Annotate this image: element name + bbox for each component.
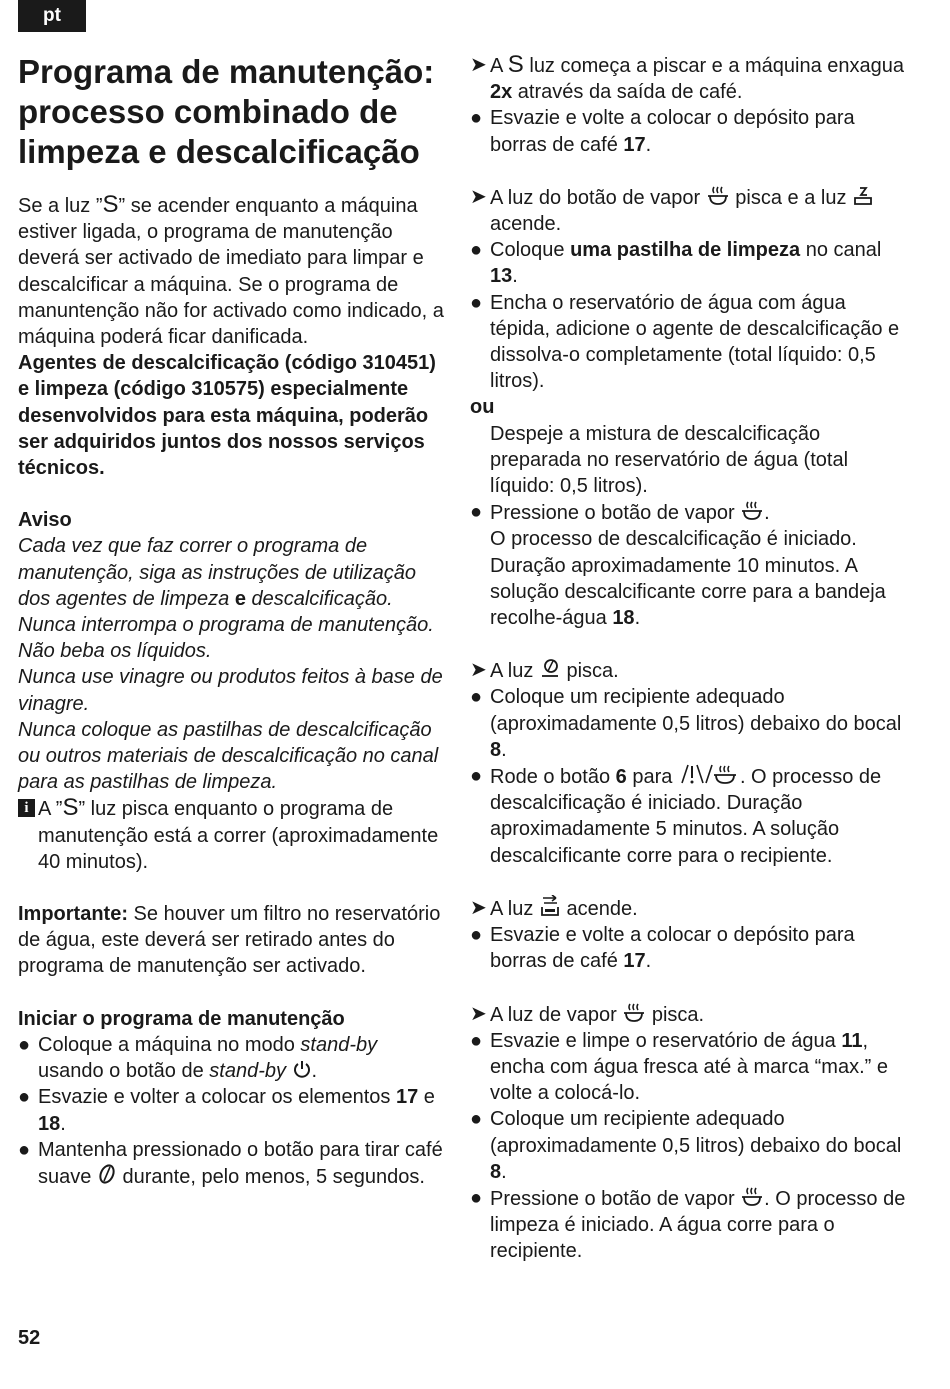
arrow-marker: ➤ bbox=[470, 1002, 487, 1025]
bullet-marker: ● bbox=[470, 686, 483, 709]
agents-paragraph: Agentes de descalcificação (código 310451) e limpeza (código 310575) especialmente desenvolvidos para esta máquina, poderão ser adquiridos juntos dos nossos serviços técnicos. bbox=[18, 352, 436, 480]
left-column bbox=[18, 52, 446, 1190]
list-item: ● Rode o botão 6 para . O processo de descalcificação é iniciado. Duração aproximadamente 5 minutos. A solução descalcificante corre para o recipiente. bbox=[470, 765, 882, 867]
list-item: ● Coloque a máquina no modo stand-by usando o botão de stand-by . bbox=[18, 1033, 378, 1083]
bullet-marker: ● bbox=[18, 1138, 31, 1161]
grounds-tray-icon bbox=[539, 895, 561, 917]
list-item: ● Pressione o botão de vapor . O processo de limpeza é iniciado. A água corre para o recipiente. bbox=[470, 1186, 906, 1263]
arrow-marker: ➤ bbox=[470, 54, 487, 76]
intro-paragraph: Se a luz ”S” se acender enquanto a máquina estiver ligada, o programa de manutenção deverá ser activado de imediato para limpar e descalcificar a máquina. Se o programa de manuntenção não for activado como indicado, a máquina poderá ficar danificada. bbox=[18, 191, 444, 349]
bullet-marker: ● bbox=[470, 291, 483, 314]
info-note: i A ”S” luz pisca enquanto o programa de manutenção está a correr (aproximadamente 40 minutos). bbox=[18, 795, 446, 875]
list-item: ● Pressione o botão de vapor . O processo de descalcificação é iniciado. Duração aproximadamente 10 minutos. A solução descalcificante corre para a bandeja recolhe-água 18. bbox=[470, 501, 886, 630]
ou-label: ou bbox=[470, 396, 495, 419]
bullet-marker: ● bbox=[18, 1033, 31, 1056]
page-title: Programa de manutenção: processo combinado de limpeza e descalcificação bbox=[18, 53, 435, 170]
arrow-marker: ➤ bbox=[470, 896, 487, 919]
aviso-line-2: Nunca interrompa o programa de manutenção. bbox=[18, 614, 434, 637]
bullet-marker: ● bbox=[470, 1108, 483, 1131]
s-light-icon: S bbox=[62, 794, 79, 822]
step-item: ➤ A luz de vapor pisca. bbox=[470, 1002, 705, 1026]
list-item: ● Mantenha pressionado o botão para tirar café suave durante, pelo menos, 5 segundos. bbox=[18, 1138, 443, 1188]
step-item: ➤ A S luz começa a piscar e a máquina enxagua 2x através da saída de café. bbox=[470, 51, 905, 104]
descale-light-icon bbox=[852, 184, 874, 206]
info-icon: i bbox=[18, 799, 35, 817]
list-item: ● Encha o reservatório de água com água tépida, adicione o agente de descalcificação e dissolva-o completamente (total líquido: 0,5 litros). bbox=[470, 291, 900, 393]
mild-coffee-icon bbox=[97, 1163, 117, 1185]
bullet-marker: ● bbox=[470, 239, 483, 262]
alternative-step: Despeje a mistura de descalcificação preparada no reservatório de água (total líquido: 0,5 litros). bbox=[490, 422, 849, 498]
bullet-marker: ● bbox=[470, 1186, 483, 1209]
s-light-icon: S bbox=[102, 191, 119, 218]
list-item: ● Esvazie e volter a colocar os elementos 17 e 18. bbox=[18, 1086, 435, 1135]
arrow-marker: ➤ bbox=[470, 185, 487, 208]
steam-icon bbox=[622, 1001, 646, 1023]
list-item: ● Esvazie e limpe o reservatório de água 11, encha com água fresca até à marca “max.” e volte a colocá-lo. bbox=[470, 1029, 888, 1105]
bullet-marker: ● bbox=[470, 765, 483, 788]
importante-paragraph: Importante: Se houver um filtro no reservatório de água, este deverá ser retirado antes do programa de manutenção ser activado. bbox=[18, 903, 441, 978]
language-tab bbox=[18, 0, 86, 32]
right-column bbox=[470, 52, 910, 1265]
arrow-marker: ➤ bbox=[470, 659, 487, 682]
aviso-line-1: Cada vez que faz correr o programa de manutenção, siga as instruções de utilização dos agentes de limpeza e descalcificação. bbox=[18, 535, 417, 610]
aviso-line-4: Nunca use vinagre ou produtos feitos à base de vinagre. bbox=[18, 666, 443, 715]
list-item: ● Coloque um recipiente adequado (aproximadamente 0,5 litros) debaixo do bocal 8. bbox=[470, 1108, 902, 1183]
s-light-icon: S bbox=[507, 51, 524, 78]
aviso-line-5: Nunca coloque as pastilhas de descalcificação ou outros materiais de descalcificação no canal para as pastilhas de limpeza. bbox=[18, 718, 439, 794]
list-item: ● Esvazie e volte a colocar o depósito para borras de café 17. bbox=[470, 924, 855, 973]
list-item: ● Coloque uma pastilha de limpeza no canal 13. bbox=[470, 239, 882, 288]
step-item: ➤ A luz pisca. bbox=[470, 659, 619, 683]
page-number: 52 bbox=[18, 1327, 41, 1349]
bullet-marker: ● bbox=[470, 1029, 483, 1052]
bullet-marker: ● bbox=[18, 1086, 31, 1109]
aviso-heading: Aviso bbox=[18, 509, 72, 532]
start-heading: Iniciar o programa de manutenção bbox=[18, 1007, 345, 1030]
aviso-line-3: Não beba os líquidos. bbox=[18, 640, 212, 663]
bullet-marker: ● bbox=[470, 501, 483, 524]
steam-icon bbox=[706, 184, 730, 206]
rinse-light-icon bbox=[539, 657, 561, 679]
steam-icon bbox=[740, 499, 764, 521]
step-item: ➤ A luz do botão de vapor pisca e a luz acende. bbox=[470, 184, 910, 237]
bullet-marker: ● bbox=[470, 107, 483, 130]
step-item: ➤ A luz acende. bbox=[470, 896, 638, 920]
bullet-marker: ● bbox=[470, 924, 483, 947]
power-icon bbox=[292, 1059, 312, 1079]
hot-water-steam-icon bbox=[678, 763, 740, 785]
list-item: ● Esvazie e volte a colocar o depósito para borras de café 17. bbox=[470, 107, 855, 156]
language-label: pt bbox=[43, 5, 61, 26]
list-item: ● Coloque um recipiente adequado (aproximadamente 0,5 litros) debaixo do bocal 8. bbox=[470, 686, 902, 761]
steam-icon bbox=[740, 1185, 764, 1207]
